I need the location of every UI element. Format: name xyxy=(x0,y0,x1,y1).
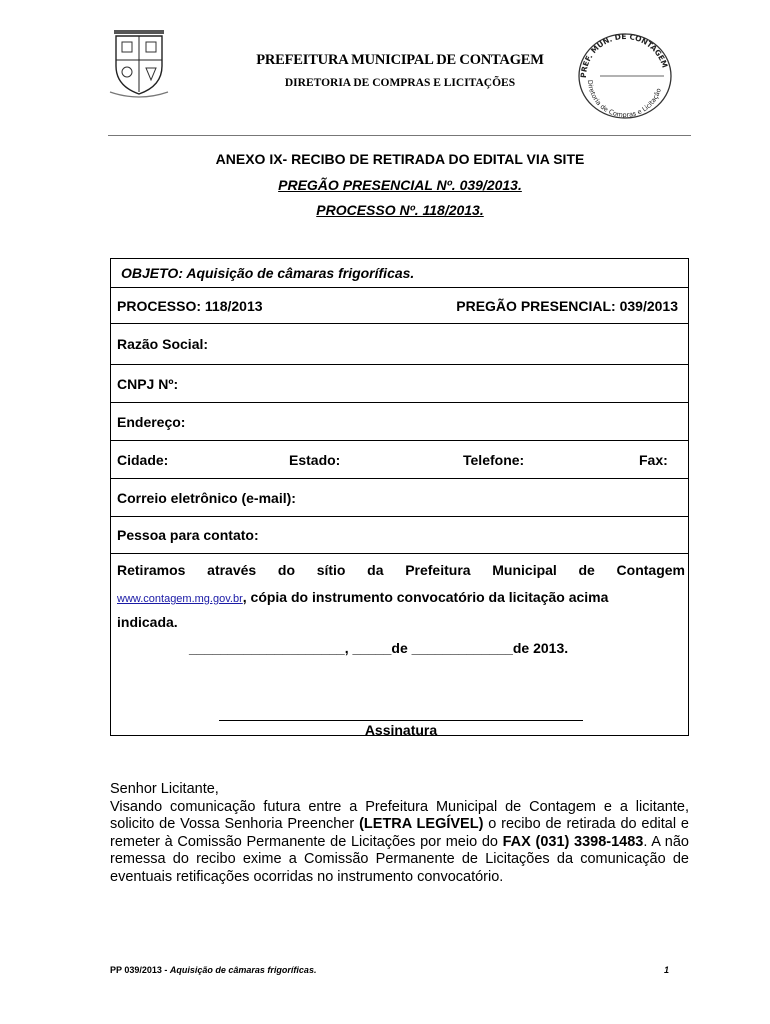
notice-text-3: . A não remessa do recibo exime a Comissão Permanente de Licitações da comunicação de eventuais retificações ocorridas no instrumento convocatório. xyxy=(110,833,689,885)
cnpj-label: CNPJ Nº: xyxy=(117,375,179,392)
notice-body xyxy=(110,799,689,887)
organization-title: PREFEITURA MUNICIPAL DE CONTAGEM xyxy=(256,52,544,68)
page-number: 1 xyxy=(664,965,670,975)
form-row-pessoa-contato[interactable] xyxy=(111,517,688,554)
stamp-top-text: PREF. MUN. DE CONTAGEM xyxy=(578,31,670,79)
svg-text:Diretoria de Compras e Licitaç xyxy=(586,80,663,119)
annex-title: ANEXO IX- RECIBO DE RETIRADA DO EDITAL VIA SITE xyxy=(215,151,585,167)
pregao-label: PREGÃO PRESENCIAL: 039/2013 xyxy=(456,297,678,314)
receipt-form xyxy=(110,258,689,736)
form-row-processo xyxy=(111,288,688,324)
email-label: Correio eletrônico (e-mail): xyxy=(117,489,296,506)
footer-ref: PP 039/2013 - xyxy=(110,965,170,975)
svg-text:PREF. MUN. DE CONTAGEM xyxy=(579,32,670,78)
page-footer xyxy=(110,965,670,975)
notice-bold-legible: (LETRA LEGÍVEL) xyxy=(359,816,484,832)
declaration-line-2-text: , cópia do instrumento convocatório da licitação acima xyxy=(242,589,609,605)
endereco-label: Endereço: xyxy=(117,413,186,430)
razao-social-label: Razão Social: xyxy=(117,336,209,352)
form-row-razao-social[interactable] xyxy=(111,324,688,365)
contagem-website-link[interactable]: www.contagem.mg.gov.br xyxy=(117,593,243,605)
pregao-title: PREGÃO PRESENCIAL Nº. 039/2013. xyxy=(278,177,522,193)
pessoa-contato-label: Pessoa para contato: xyxy=(117,527,259,543)
signature-label: Assinatura xyxy=(364,722,438,738)
form-row-endereco[interactable] xyxy=(111,403,688,441)
cidade-label: Cidade: xyxy=(117,451,169,468)
processo-title: PROCESSO Nº. 118/2013. xyxy=(316,202,484,218)
stamp-bottom-text: Diretoria de Compras e Licitação xyxy=(585,79,663,120)
declaration-line-2 xyxy=(117,585,685,611)
notice-text-1: Visando comunicação futura entre a Prefeitura Municipal de Contagem e a licitante, solicito de Vossa Senhoria Preencher xyxy=(110,798,689,832)
notice-text-2: o recibo de retirada do edital e remeter à Comissão Permanente de Licitações por meio do xyxy=(110,816,689,850)
form-row-email[interactable] xyxy=(111,479,688,517)
organization-subtitle: DIRETORIA DE COMPRAS E LICITAÇÕES xyxy=(284,77,516,89)
form-row-cidade[interactable] xyxy=(111,441,688,479)
bidder-notice xyxy=(110,781,689,886)
fax-label: Fax: xyxy=(639,451,668,468)
declaration-line-1: Retiramos através do sítio da Prefeitura Municipal de Contagem xyxy=(117,562,685,578)
objeto-label: OBJETO: Aquisição de câmaras frigoríficas. xyxy=(121,265,415,281)
notice-bold-fax: FAX (031) 3398-1483 xyxy=(502,833,644,850)
estado-label: Estado: xyxy=(289,451,341,468)
form-row-objeto xyxy=(111,259,688,288)
declaration-line-3: indicada. xyxy=(117,614,178,630)
municipal-crest-logo xyxy=(108,30,170,98)
telefone-label: Telefone: xyxy=(463,451,525,468)
declaration-text xyxy=(117,559,685,633)
form-row-cnpj[interactable] xyxy=(111,365,688,403)
processo-label: PROCESSO: 118/2013 xyxy=(117,297,263,314)
signature-line[interactable] xyxy=(219,720,583,721)
footer-ref-object: Aquisição de câmaras frigoríficas. xyxy=(169,965,317,975)
date-line[interactable]: ____________________, _____de _____________de 2013. xyxy=(189,640,569,656)
header-divider xyxy=(108,135,691,136)
notice-salutation: Senhor Licitante, xyxy=(110,781,219,797)
official-stamp xyxy=(572,30,678,120)
